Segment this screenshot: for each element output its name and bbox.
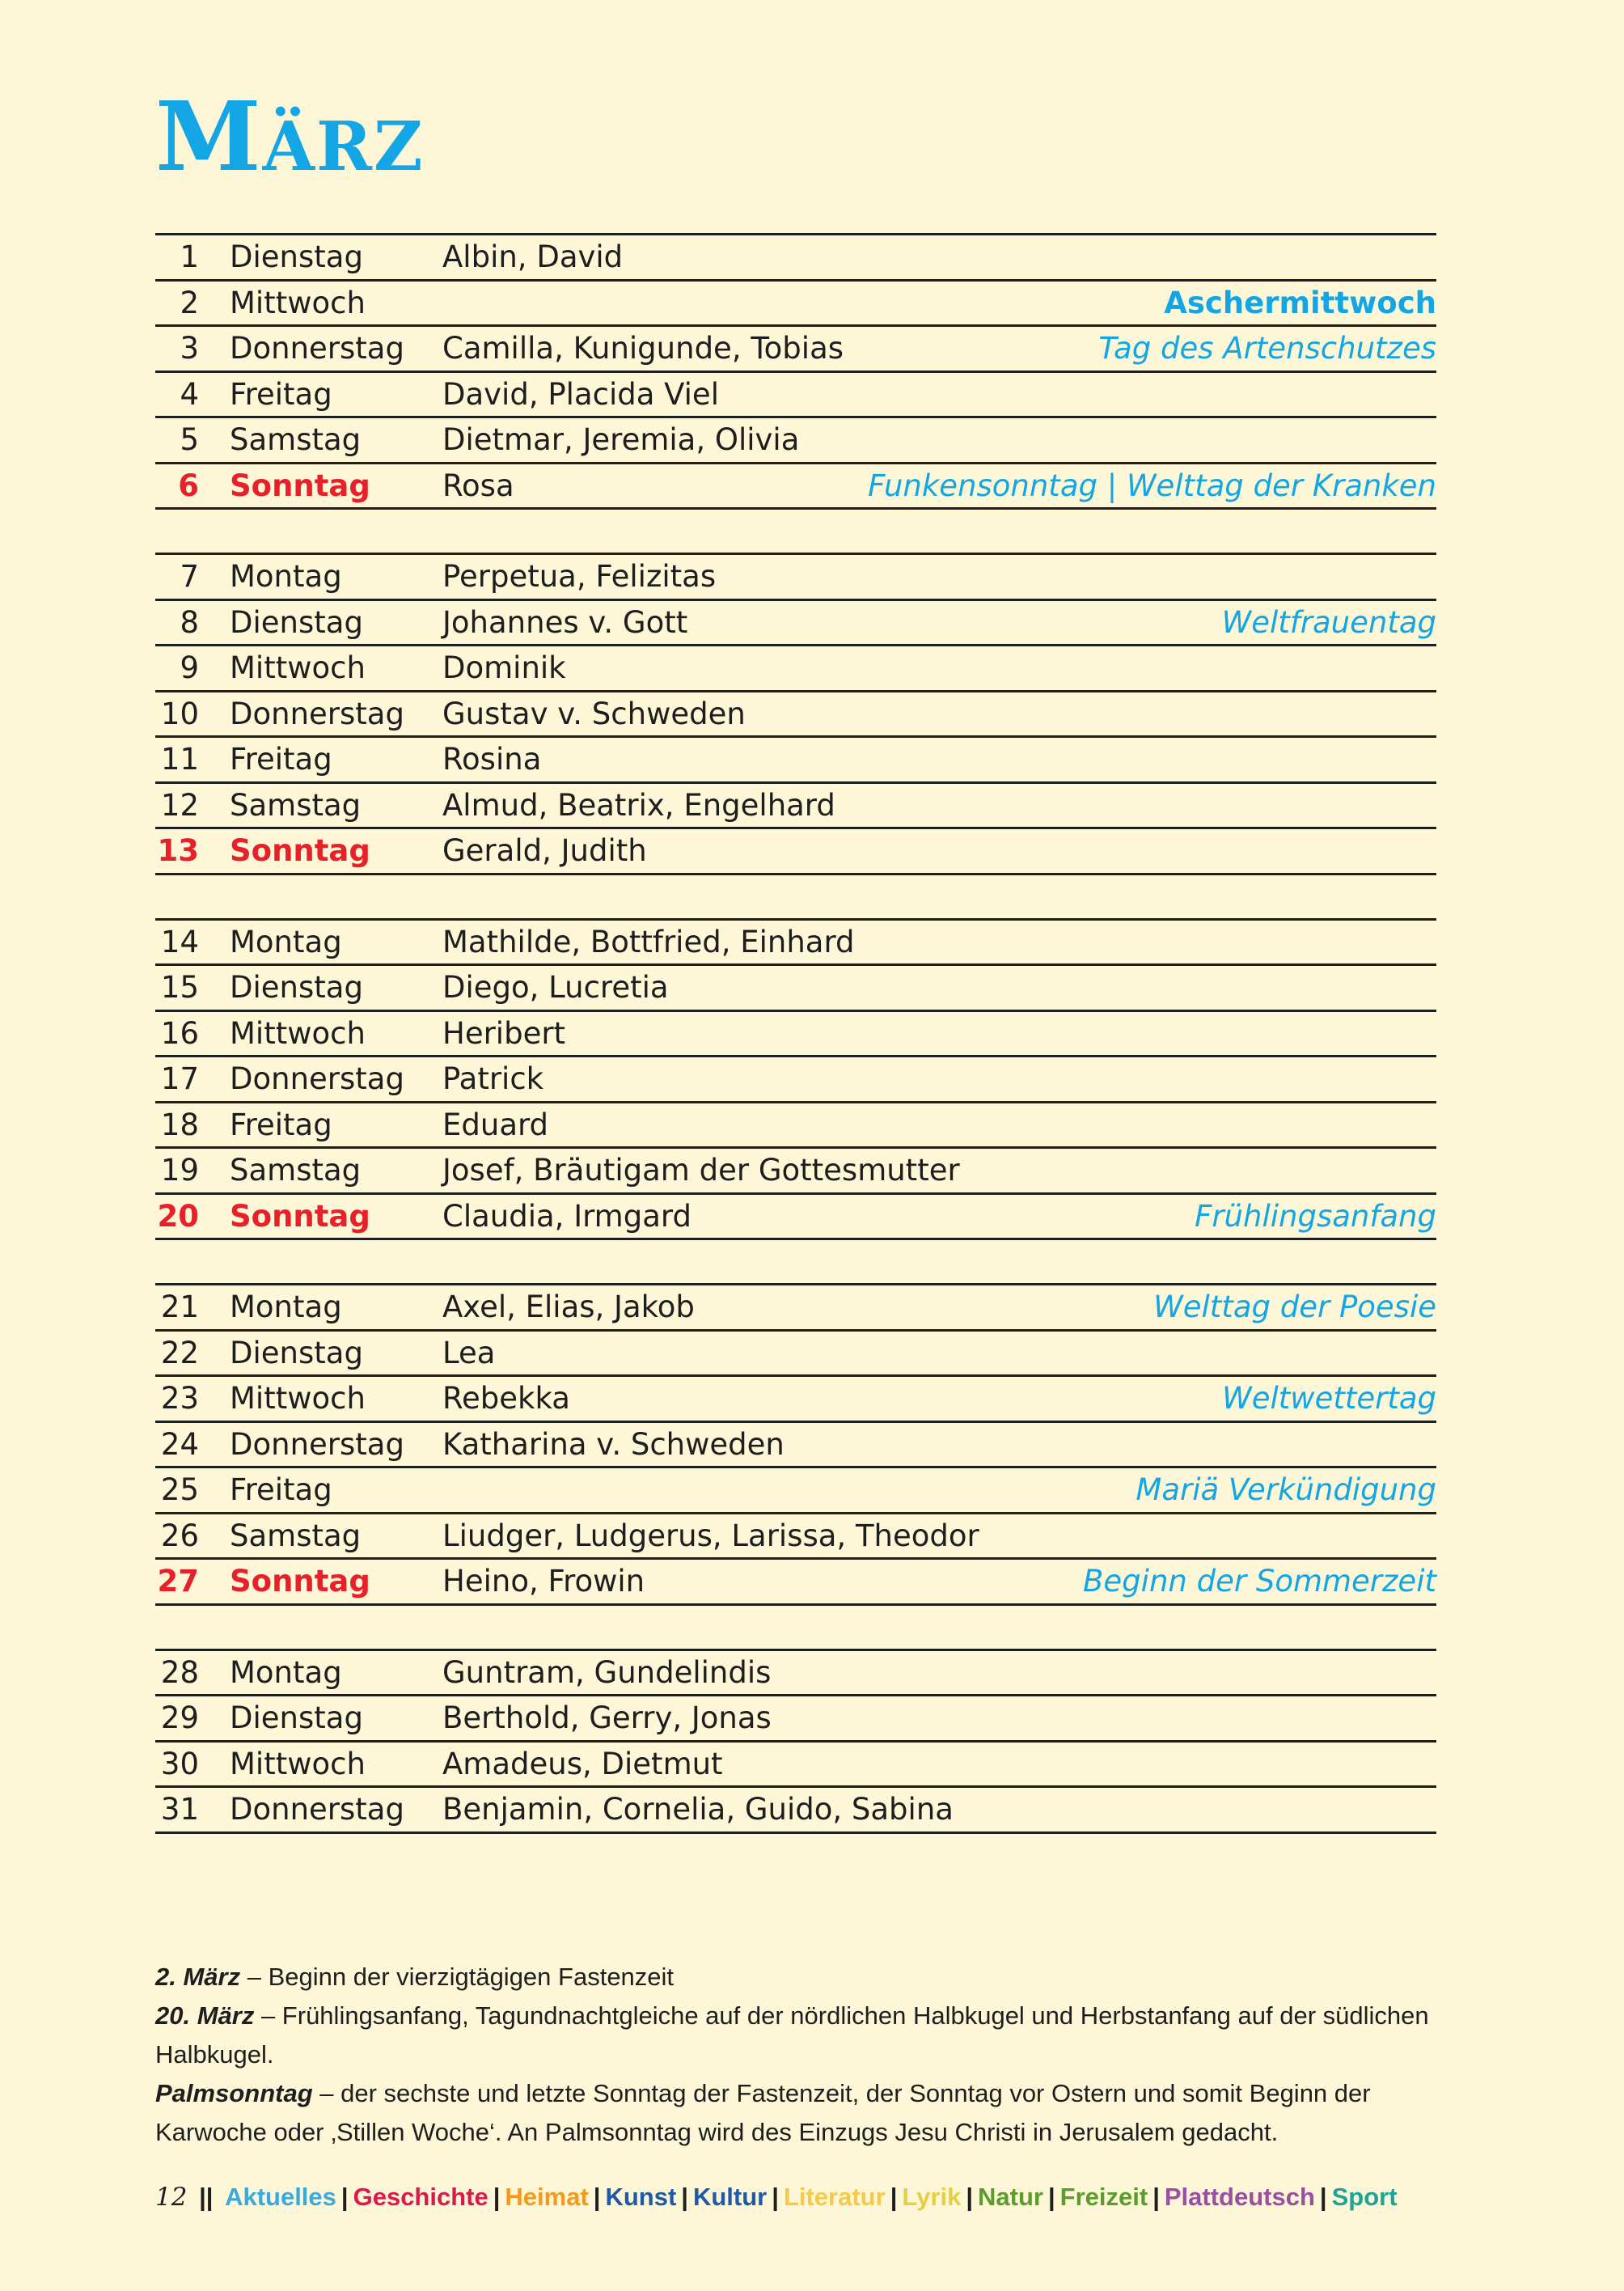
day-row: [155, 646, 1436, 692]
day-row: [155, 921, 1436, 967]
day-number: 16: [160, 1015, 199, 1051]
week-group: [155, 553, 1436, 875]
day-number: 10: [160, 696, 199, 731]
day-number: 29: [160, 1700, 199, 1735]
page-title: März: [155, 80, 425, 193]
weekday: Samstag: [230, 787, 362, 823]
weekday: Freitag: [230, 376, 332, 412]
name-days: Almud, Beatrix, Engelhard: [442, 787, 835, 823]
weekday: Mittwoch: [230, 285, 366, 320]
day-row: [155, 1560, 1436, 1606]
day-number: 11: [160, 742, 199, 777]
weekday: Donnerstag: [230, 1792, 404, 1827]
day-number: 15: [160, 970, 199, 1005]
day-number: 23: [160, 1381, 199, 1416]
footer-separator: |: [493, 2183, 501, 2211]
weekday: Freitag: [230, 1107, 332, 1142]
weekday: Freitag: [230, 742, 332, 777]
day-row: [155, 829, 1436, 875]
category-link[interactable]: Aktuelles: [225, 2183, 336, 2211]
day-number: 25: [160, 1472, 199, 1507]
footnote-text: – der sechste und letzte Sonntag der Fastenzeit, der Sonntag vor Ostern und somit Beginn der Karwoche oder ‚Stillen Woche‘. An Palmsonntag wird des Einzugs Jesu Christi in Jerusalem gedacht.: [155, 2079, 1371, 2146]
name-days: Rebekka: [442, 1381, 570, 1416]
weekday: Dienstag: [230, 604, 363, 640]
day-row: [155, 1788, 1436, 1834]
weekday: Dienstag: [230, 1700, 363, 1735]
name-days: Heribert: [442, 1015, 566, 1051]
day-event: Weltfrauentag: [1221, 604, 1436, 640]
footer-separator: |: [966, 2183, 974, 2211]
footer-categories: [225, 2183, 1397, 2211]
weekday: Samstag: [230, 1518, 362, 1553]
day-row: [155, 1285, 1436, 1332]
weekday: Mittwoch: [230, 1746, 366, 1781]
day-row: [155, 1651, 1436, 1697]
weekday: Mittwoch: [230, 1381, 366, 1416]
day-row: [155, 1743, 1436, 1789]
day-row: [155, 282, 1436, 328]
name-days: Katharina v. Schweden: [442, 1426, 785, 1462]
day-number: 3: [180, 331, 199, 366]
weekday: Samstag: [230, 422, 362, 457]
weekday: Sonntag: [230, 1198, 370, 1234]
day-number: 30: [160, 1746, 199, 1781]
name-days: Patrick: [442, 1061, 544, 1096]
footer-separator: |: [340, 2183, 349, 2211]
weekday: Samstag: [230, 1153, 362, 1188]
day-number: 1: [180, 239, 199, 274]
day-number: 21: [160, 1289, 199, 1324]
weekday: Donnerstag: [230, 1426, 404, 1462]
day-row: [155, 1149, 1436, 1195]
category-link[interactable]: Geschichte: [353, 2183, 488, 2211]
day-row: [155, 1468, 1436, 1514]
week-group: [155, 233, 1436, 510]
day-row: [155, 1514, 1436, 1561]
category-link[interactable]: Kunst: [605, 2183, 677, 2211]
day-event: Weltwettertag: [1222, 1381, 1436, 1416]
day-row: [155, 1423, 1436, 1469]
day-number: 2: [180, 285, 199, 320]
category-link[interactable]: Kultur: [692, 2183, 768, 2211]
day-number: 12: [160, 787, 199, 823]
weekday: Dienstag: [230, 1335, 363, 1370]
name-days: Camilla, Kunigunde, Tobias: [442, 331, 844, 366]
day-number: 4: [180, 376, 199, 412]
week-group: [155, 1649, 1436, 1834]
footnote: [155, 2074, 1449, 2152]
footer-separator: |: [1152, 2183, 1160, 2211]
category-link[interactable]: Freizeit: [1059, 2183, 1148, 2211]
footnote: [155, 1997, 1449, 2074]
day-row: [155, 601, 1436, 647]
footnote-label: 2. März: [155, 1963, 241, 1991]
footnote-label: Palmsonntag: [155, 2079, 313, 2107]
day-number: 14: [160, 924, 199, 959]
day-number: 18: [160, 1107, 199, 1142]
name-days: Gustav v. Schweden: [442, 696, 746, 731]
day-number: 19: [160, 1153, 199, 1188]
day-row: [155, 464, 1436, 510]
name-days: Rosa: [442, 468, 514, 503]
name-days: Albin, David: [442, 239, 624, 274]
name-days: Rosina: [442, 742, 542, 777]
day-number: 13: [157, 833, 199, 868]
footnote-text: – Frühlingsanfang, Tagundnachtgleiche auf der nördlichen Halbkugel und Herbstanfang auf der südlichen Halbkugel.: [155, 2001, 1429, 2069]
day-event: Beginn der Sommerzeit: [1083, 1564, 1436, 1599]
weekday: Donnerstag: [230, 1061, 404, 1096]
category-link[interactable]: Heimat: [505, 2183, 589, 2211]
page-footer: [155, 2178, 1436, 2217]
footer-separator: |: [772, 2183, 779, 2211]
name-days: Perpetua, Felizitas: [442, 559, 717, 594]
weekday: Dienstag: [230, 239, 363, 274]
weekday: Montag: [230, 1289, 342, 1324]
category-link[interactable]: Plattdeutsch: [1164, 2183, 1315, 2211]
footnote: [155, 1958, 1449, 1997]
day-number: 26: [160, 1518, 199, 1553]
name-days: Amadeus, Dietmut: [442, 1746, 723, 1781]
weekday: Mittwoch: [230, 650, 366, 685]
footer-separator: |: [1319, 2183, 1327, 2211]
footnotes: [155, 1958, 1449, 2152]
page-number: 12: [155, 2183, 188, 2212]
footer-separator: |: [890, 2183, 898, 2211]
name-days: Johannes v. Gott: [442, 604, 688, 640]
day-row: [155, 784, 1436, 830]
week-group: [155, 918, 1436, 1241]
name-days: Claudia, Irmgard: [442, 1198, 691, 1234]
weekday: Sonntag: [230, 1564, 370, 1599]
name-days: Diego, Lucretia: [442, 970, 669, 1005]
day-row: [155, 692, 1436, 739]
day-event: Mariä Verkündigung: [1136, 1472, 1436, 1507]
day-row: [155, 418, 1436, 464]
day-row: [155, 1377, 1436, 1423]
weekday: Dienstag: [230, 970, 363, 1005]
name-days: Mathilde, Bottfried, Einhard: [442, 924, 855, 959]
day-row: [155, 966, 1436, 1012]
day-number: 7: [180, 559, 199, 594]
name-days: Dominik: [442, 650, 566, 685]
day-number: 8: [180, 604, 199, 640]
name-days: Benjamin, Cornelia, Guido, Sabina: [442, 1792, 954, 1827]
day-row: [155, 1195, 1436, 1241]
footer-separator: |: [1047, 2183, 1055, 2211]
day-number: 9: [180, 650, 199, 685]
name-days: Berthold, Gerry, Jonas: [442, 1700, 772, 1735]
day-row: [155, 555, 1436, 601]
name-days: Axel, Elias, Jakob: [442, 1289, 695, 1324]
day-number: 17: [160, 1061, 199, 1096]
day-row: [155, 1332, 1436, 1378]
footnote-label: 20. März: [155, 2001, 255, 2030]
day-number: 31: [160, 1792, 199, 1827]
day-row: [155, 1103, 1436, 1150]
day-row: [155, 1012, 1436, 1058]
name-days: Dietmar, Jeremia, Olivia: [442, 422, 800, 457]
name-days: Lea: [442, 1335, 496, 1370]
day-number: 27: [157, 1564, 199, 1599]
name-days: Eduard: [442, 1107, 549, 1142]
day-number: 24: [160, 1426, 199, 1462]
day-number: 28: [160, 1654, 199, 1690]
category-link[interactable]: Natur: [978, 2183, 1043, 2211]
week-group: [155, 1283, 1436, 1606]
day-row: [155, 235, 1436, 282]
name-days: Liudger, Ludgerus, Larissa, Theodor: [442, 1518, 979, 1553]
day-row: [155, 373, 1436, 419]
weekday: Montag: [230, 1654, 342, 1690]
name-days: Josef, Bräutigam der Gottesmutter: [442, 1153, 960, 1188]
day-number: 22: [160, 1335, 199, 1370]
day-event: Frühlingsanfang: [1195, 1198, 1436, 1234]
weekday: Sonntag: [230, 833, 370, 868]
day-row: [155, 738, 1436, 784]
day-event: Funkensonntag | Welttag der Kranken: [868, 468, 1436, 503]
name-days: Guntram, Gundelindis: [442, 1654, 772, 1690]
day-event: Tag des Artenschutzes: [1098, 331, 1436, 366]
weekday: Donnerstag: [230, 696, 404, 731]
day-row: [155, 327, 1436, 373]
weekday: Donnerstag: [230, 331, 404, 366]
weekday: Montag: [230, 559, 342, 594]
day-event: Aschermittwoch: [1164, 285, 1436, 320]
weekday: Sonntag: [230, 468, 370, 503]
category-link[interactable]: Literatur: [783, 2183, 886, 2211]
category-link[interactable]: Sport: [1331, 2183, 1398, 2211]
day-number: 5: [180, 422, 199, 457]
name-days: Gerald, Judith: [442, 833, 647, 868]
weekday: Mittwoch: [230, 1015, 366, 1051]
day-number: 20: [157, 1198, 199, 1234]
name-days: David, Placida Viel: [442, 376, 719, 412]
footer-separator: |: [593, 2183, 601, 2211]
footer-separator: |: [681, 2183, 688, 2211]
calendar-table: [155, 233, 1436, 1877]
category-link[interactable]: Lyrik: [902, 2183, 962, 2211]
weekday: Freitag: [230, 1472, 332, 1507]
day-row: [155, 1057, 1436, 1103]
weekday: Montag: [230, 924, 342, 959]
day-row: [155, 1696, 1436, 1743]
name-days: Heino, Frowin: [442, 1564, 645, 1599]
footnote-text: – Beginn der vierzigtägigen Fastenzeit: [240, 1963, 675, 1991]
day-event: Welttag der Poesie: [1153, 1289, 1436, 1324]
footer-lead-separator: ||: [199, 2183, 214, 2211]
day-number: 6: [178, 468, 199, 503]
